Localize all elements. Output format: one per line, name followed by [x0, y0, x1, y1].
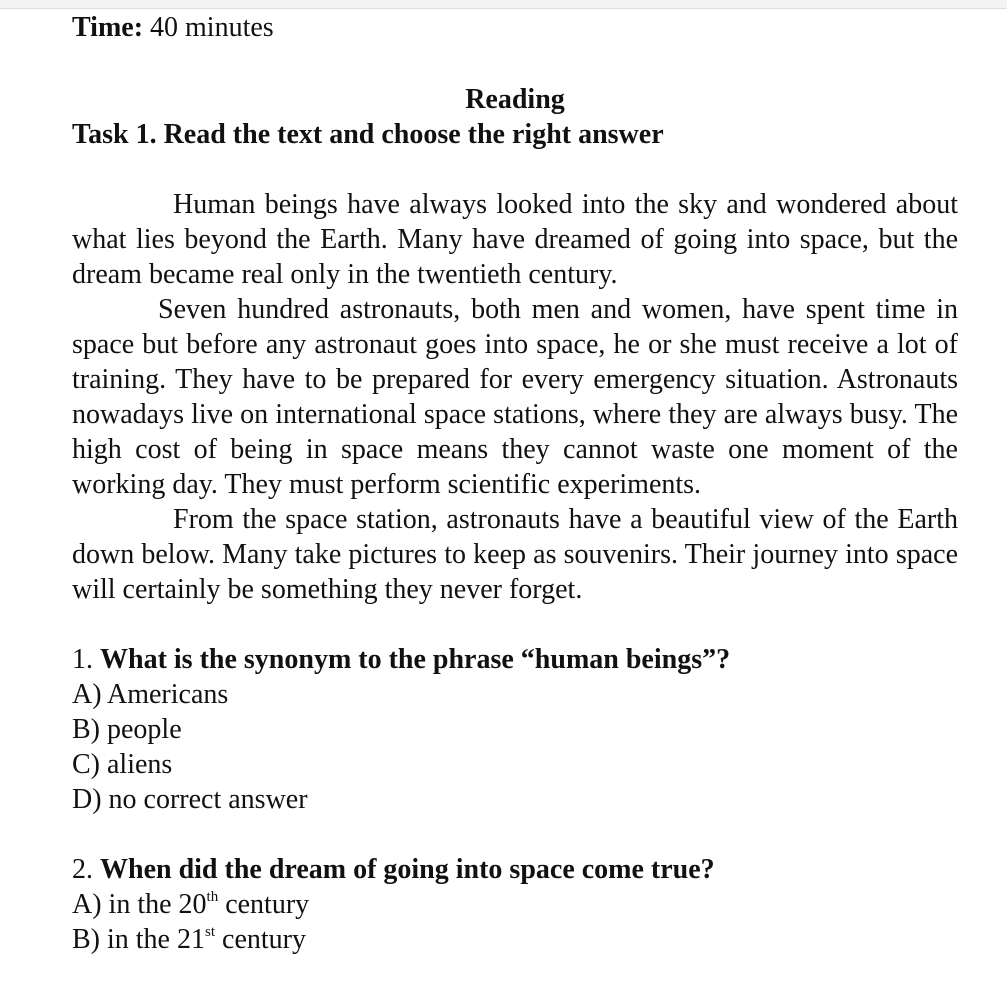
answer-option-c: C) aliens	[72, 749, 173, 780]
option-text: century	[218, 889, 310, 920]
option-text: century	[215, 924, 306, 955]
question-text	[72, 642, 958, 677]
time-value: 40 minutes	[150, 12, 274, 43]
option-text: B) in the 21	[72, 924, 205, 955]
question-2	[72, 852, 958, 957]
worksheet-page	[72, 10, 958, 957]
task-title: Task 1. Read the text and choose the right answer	[72, 119, 664, 150]
time-limit	[72, 10, 958, 45]
page-top-edge	[0, 0, 1007, 9]
option-text: A) in the 20	[72, 889, 207, 920]
answer-option-b: B) people	[72, 714, 182, 745]
question-prompt: When did the dream of going into space come true?	[100, 854, 715, 885]
ordinal-suffix: st	[205, 924, 216, 940]
passage-paragraph: Human beings have always looked into the sky and wondered about what lies beyond the Earth. Many have dreamed of going into space, but the dream became real only in the twentieth century.	[72, 189, 958, 290]
question-text	[72, 852, 958, 887]
answer-option-a: A) Americans	[72, 679, 229, 710]
passage-paragraph: From the space station, astronauts have a beautiful view of the Earth down below. Many take pictures to keep as souvenirs. Their journey into space will certainly be something they never forget.	[72, 504, 958, 605]
section-title: Reading	[465, 84, 565, 115]
reading-passage	[72, 187, 958, 607]
question-prompt: What is the synonym to the phrase “human beings”?	[100, 644, 731, 675]
question-number: 2.	[72, 854, 93, 885]
question-number: 1.	[72, 644, 93, 675]
answer-option-d: D) no correct answer	[72, 784, 308, 815]
answer-option-a	[72, 887, 958, 922]
ordinal-suffix: th	[206, 889, 219, 905]
question-1	[72, 642, 958, 817]
answer-option-b	[72, 922, 958, 957]
time-label: Time:	[72, 12, 144, 43]
passage-paragraph: Seven hundred astronauts, both men and women, have spent time in space but before any astronaut goes into space, he or she must receive a lot of training. They have to be prepared for every emergency situation. Astronauts nowadays live on international space stations, where they are always busy. The high cost of being in space means they cannot waste one moment of the working day. They must perform scientific experiments.	[72, 294, 958, 500]
